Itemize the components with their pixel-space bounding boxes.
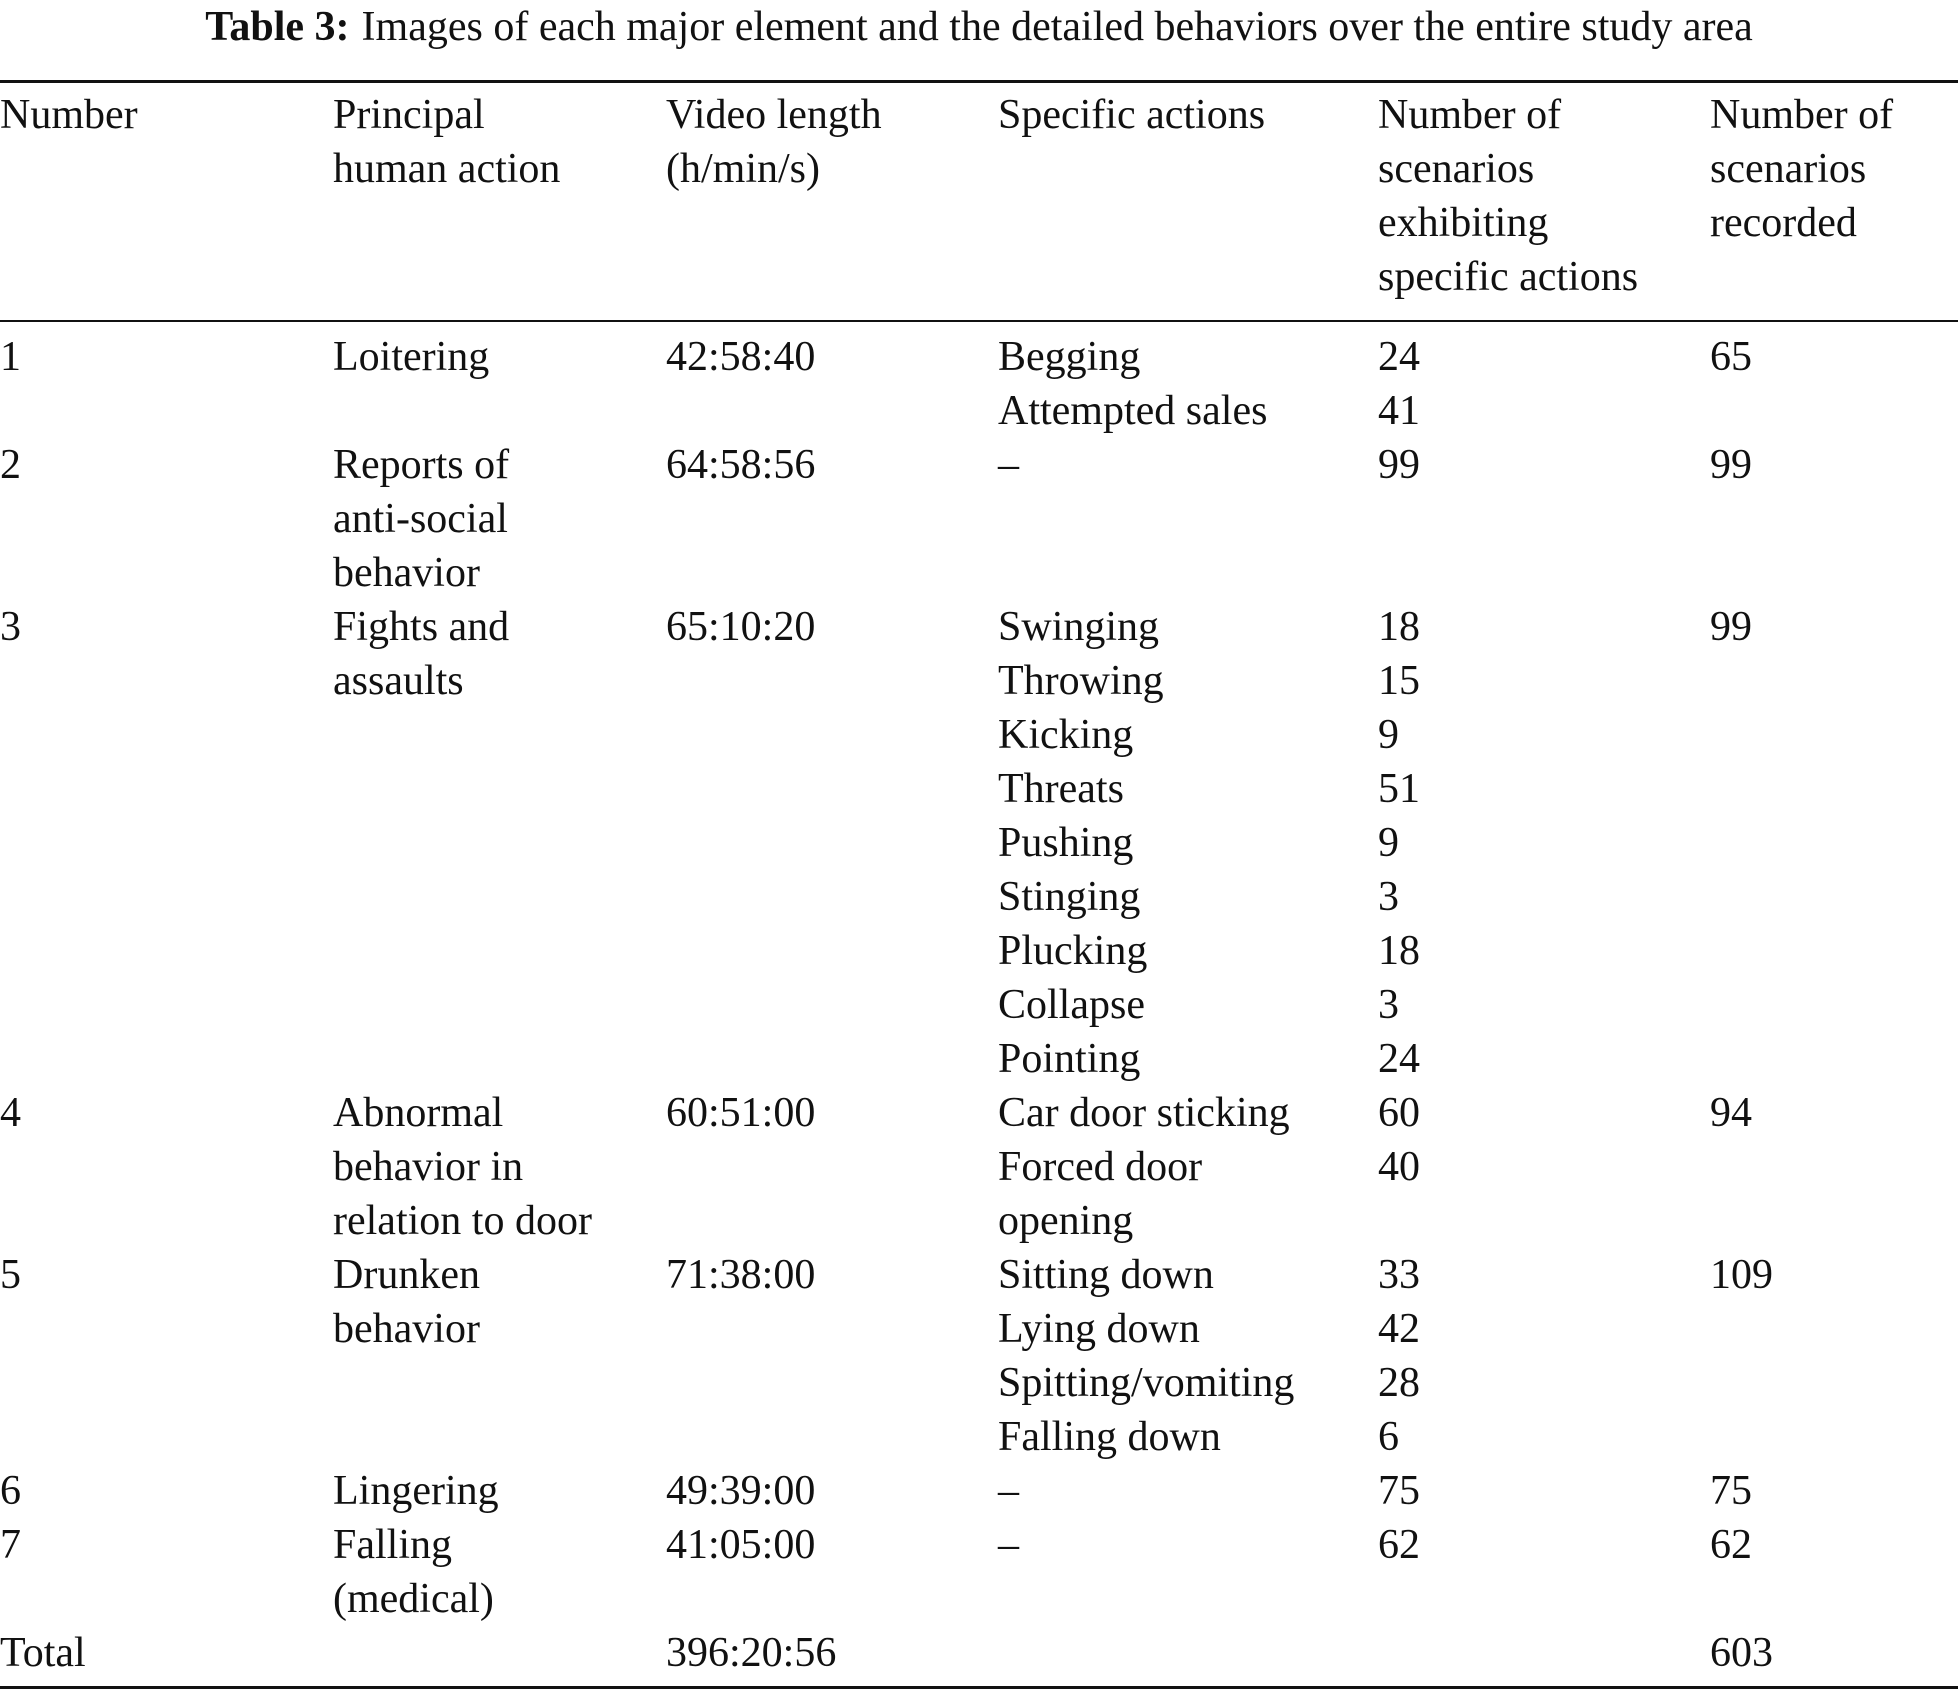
table-top-rule [0,80,1958,83]
cell-video-length: 41:05:00 [666,1522,816,1568]
cell-scenarios-exhibiting: 24 41 [1378,334,1420,434]
cell-number: 4 [0,1090,21,1136]
cell-scenarios-exhibiting: 75 [1378,1468,1420,1514]
cell-scenarios-exhibiting: 60 40 [1378,1090,1420,1190]
cell-scenarios-exhibiting: 62 [1378,1522,1420,1568]
cell-scenarios-recorded: 75 [1710,1468,1752,1514]
cell-principal-action: Loitering [333,334,490,380]
table-row [0,600,1958,1086]
cell-number: 5 [0,1252,21,1298]
cell-scenarios-recorded: 99 [1710,604,1752,650]
table-row [0,1086,1958,1248]
header-scenarios-exhibiting: Number of scenarios exhibiting specific actions [1378,92,1639,300]
header-specific-actions: Specific actions [998,92,1266,138]
header-scenarios-recorded: Number of scenarios recorded [1710,92,1894,246]
cell-scenarios-recorded: 99 [1710,442,1752,488]
cell-specific-actions: – [998,1468,1019,1514]
cell-video-length: 64:58:56 [666,442,816,488]
cell-scenarios-recorded: 109 [1710,1252,1773,1298]
cell-number: 1 [0,334,21,380]
table-header-rule [0,320,1958,322]
table-row [0,1248,1958,1464]
table-body [0,330,1958,1680]
cell-number: 6 [0,1468,21,1514]
cell-principal-action: Reports of anti-social behavior [333,442,510,596]
cell-video-length: 65:10:20 [666,604,816,650]
table-caption [0,2,1958,52]
table-caption-label: Table 3: [205,4,350,50]
table-row [0,1518,1958,1626]
cell-principal-action: Abnormal behavior in relation to door [333,1090,592,1244]
cell-scenarios-exhibiting: 99 [1378,442,1420,488]
cell-total-empty [1378,1626,1710,1680]
cell-scenarios-recorded: 62 [1710,1522,1752,1568]
cell-video-length: 49:39:00 [666,1468,816,1514]
cell-number: 7 [0,1522,21,1568]
cell-total-recorded: 603 [1710,1630,1773,1676]
cell-video-length: 60:51:00 [666,1090,816,1136]
cell-number: 2 [0,442,21,488]
cell-specific-actions: Swinging Throwing Kicking Threats Pushing Stinging Plucking Collapse Pointing [998,604,1164,1082]
cell-principal-action: Lingering [333,1468,499,1514]
cell-principal-action: Fights and assaults [333,604,510,704]
cell-scenarios-exhibiting: 33 42 28 6 [1378,1252,1420,1460]
cell-total-empty [998,1626,1378,1680]
cell-number: 3 [0,604,21,650]
table-caption-text: Images of each major element and the detailed behaviors over the entire study area [361,4,1753,50]
cell-total-label: Total [0,1630,86,1676]
cell-video-length: 42:58:40 [666,334,816,380]
header-number: Number [0,92,138,138]
table-bottom-rule [0,1686,1958,1689]
cell-specific-actions: – [998,1522,1019,1568]
table-row [0,438,1958,600]
cell-principal-action: Drunken behavior [333,1252,480,1352]
header-row [0,88,1958,304]
cell-total-empty [333,1626,666,1680]
cell-total-video: 396:20:56 [666,1630,837,1676]
header-principal-action: Principal human action [333,92,561,192]
cell-video-length: 71:38:00 [666,1252,816,1298]
cell-principal-action: Falling (medical) [333,1522,494,1622]
table-header [0,88,1958,304]
cell-scenarios-recorded: 65 [1710,334,1752,380]
cell-specific-actions: – [998,442,1019,488]
cell-specific-actions: Car door sticking Forced door opening [998,1090,1290,1244]
table-total-row [0,1626,1958,1680]
cell-scenarios-exhibiting: 18 15 9 51 9 3 18 3 24 [1378,604,1420,1082]
cell-scenarios-recorded: 94 [1710,1090,1752,1136]
cell-specific-actions: Begging Attempted sales [998,334,1268,434]
header-video-length: Video length (h/min/s) [666,92,882,192]
cell-specific-actions: Sitting down Lying down Spitting/vomiting Falling down [998,1252,1295,1460]
table-row [0,1464,1958,1518]
table-row [0,330,1958,438]
table-body-rows [0,330,1958,1680]
